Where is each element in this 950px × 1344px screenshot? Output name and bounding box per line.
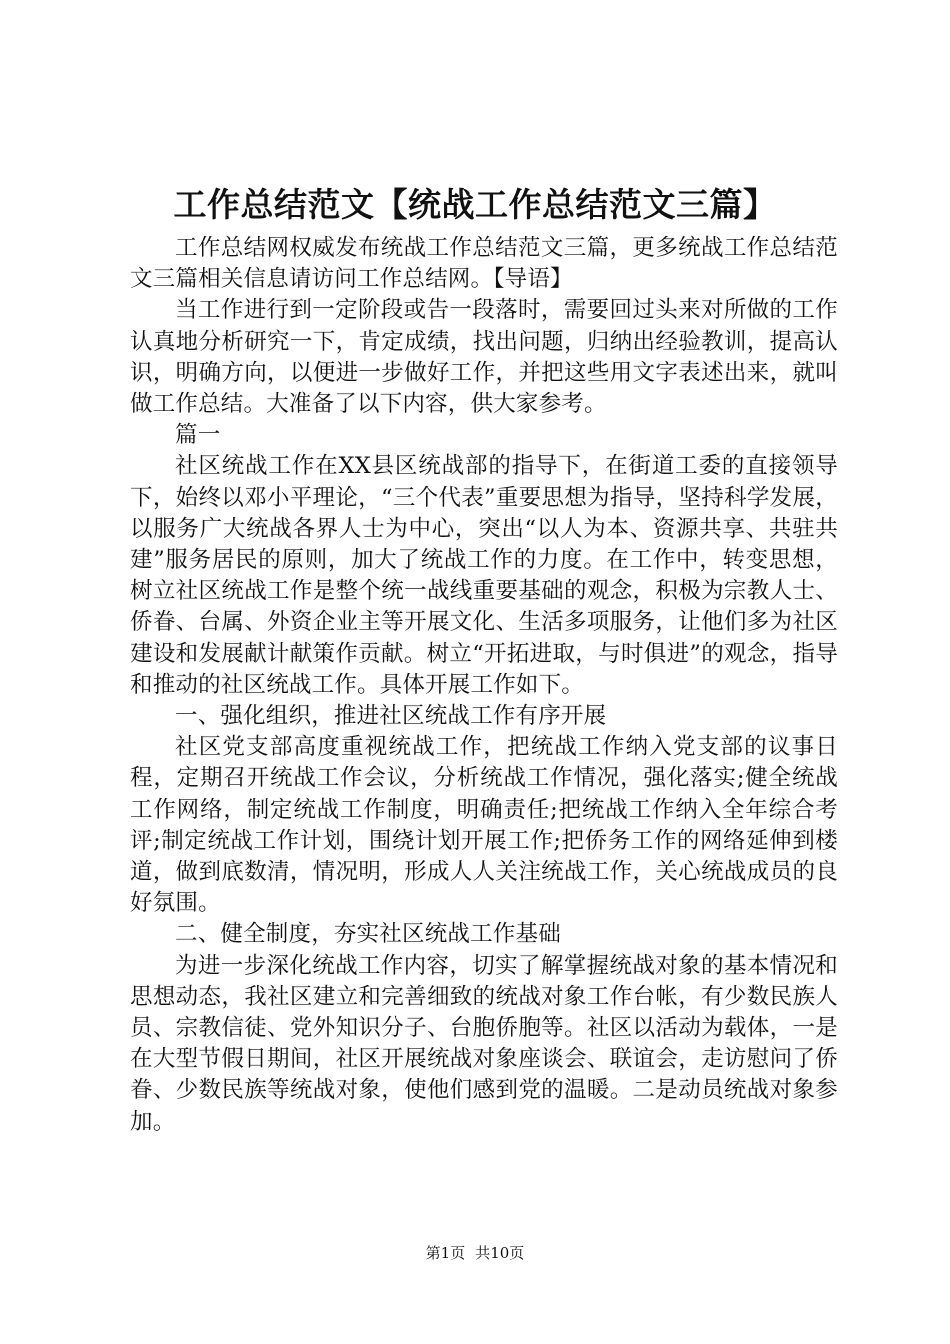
paragraph-guide: 当工作进行到一定阶段或告一段落时，需要回过头来对所做的工作认真地分析研究一下，肯定成绩，找出问题，归纳出经验教训，提高认识，明确方向，以便进一步做好工作，并把这些用文字表述出来，就叫做工作总结。大准备了以下内容，供大家参考。	[130, 297, 838, 418]
paragraph-overview: 社区统战工作在XX县区统战部的指导下，在街道工委的直接领导下，始终以邓小平理论，“三个代表”重要思想为指导，坚持科学发展，以服务广大统战各界人士为中心，突出“以人为本、资源共享、共驻共建”服务居民的原则，加大了统战工作的力度。在工作中，转变思想，树立社区统战工作是整个统一战线重要基础的观念，积极为宗教人士、侨眷、台属、外资企业主等开展文化、生活多项服务，让他们多为社区建设和发展献计献策作贡献。树立“开拓进取，与时俱进”的观念，指导和推动的社区统战工作。具体开展工作如下。	[130, 453, 838, 698]
page-number-current: 第1页	[425, 1244, 466, 1262]
section-heading-part-one: 篇一	[175, 422, 221, 449]
page-number-total: 共10页	[475, 1244, 525, 1262]
document-title: 工作总结范文【统战工作总结范文三篇】	[173, 185, 777, 224]
section-heading-system: 二、健全制度，夯实社区统战工作基础	[175, 921, 561, 948]
document-body	[130, 233, 838, 1138]
paragraph-organization: 社区党支部高度重视统战工作，把统战工作纳入党支部的议事日程，定期召开统战工作会议，分析统战工作情况，强化落实;健全统战工作网络，制定统战工作制度，明确责任;把统战工作纳入全年综合考评;制定统战工作计划，围绕计划开展工作;把侨务工作的网络延伸到楼道，做到底数清，情况明，形成人人关注统战工作，关心统战成员的良好氛围。	[130, 734, 838, 917]
paragraph-system: 为进一步深化统战工作内容，切实了解掌握统战对象的基本情况和思想动态，我社区建立和完善细致的统战对象工作台帐，有少数民族人员、宗教信徒、党外知识分子、台胞侨胞等。社区以活动为载体，一是在大型节假日期间，社区开展统战对象座谈会、联谊会，走访慰问了侨眷、少数民族等统战对象，使他们感到党的温暖。二是动员统战对象参加。	[130, 952, 838, 1135]
paragraph-intro: 工作总结网权威发布统战工作总结范文三篇，更多统战工作总结范文三篇相关信息请访问工作总结网。【导语】	[130, 235, 838, 293]
page-footer	[0, 1243, 950, 1263]
section-heading-organization: 一、强化组织，推进社区统战工作有序开展	[175, 703, 607, 730]
